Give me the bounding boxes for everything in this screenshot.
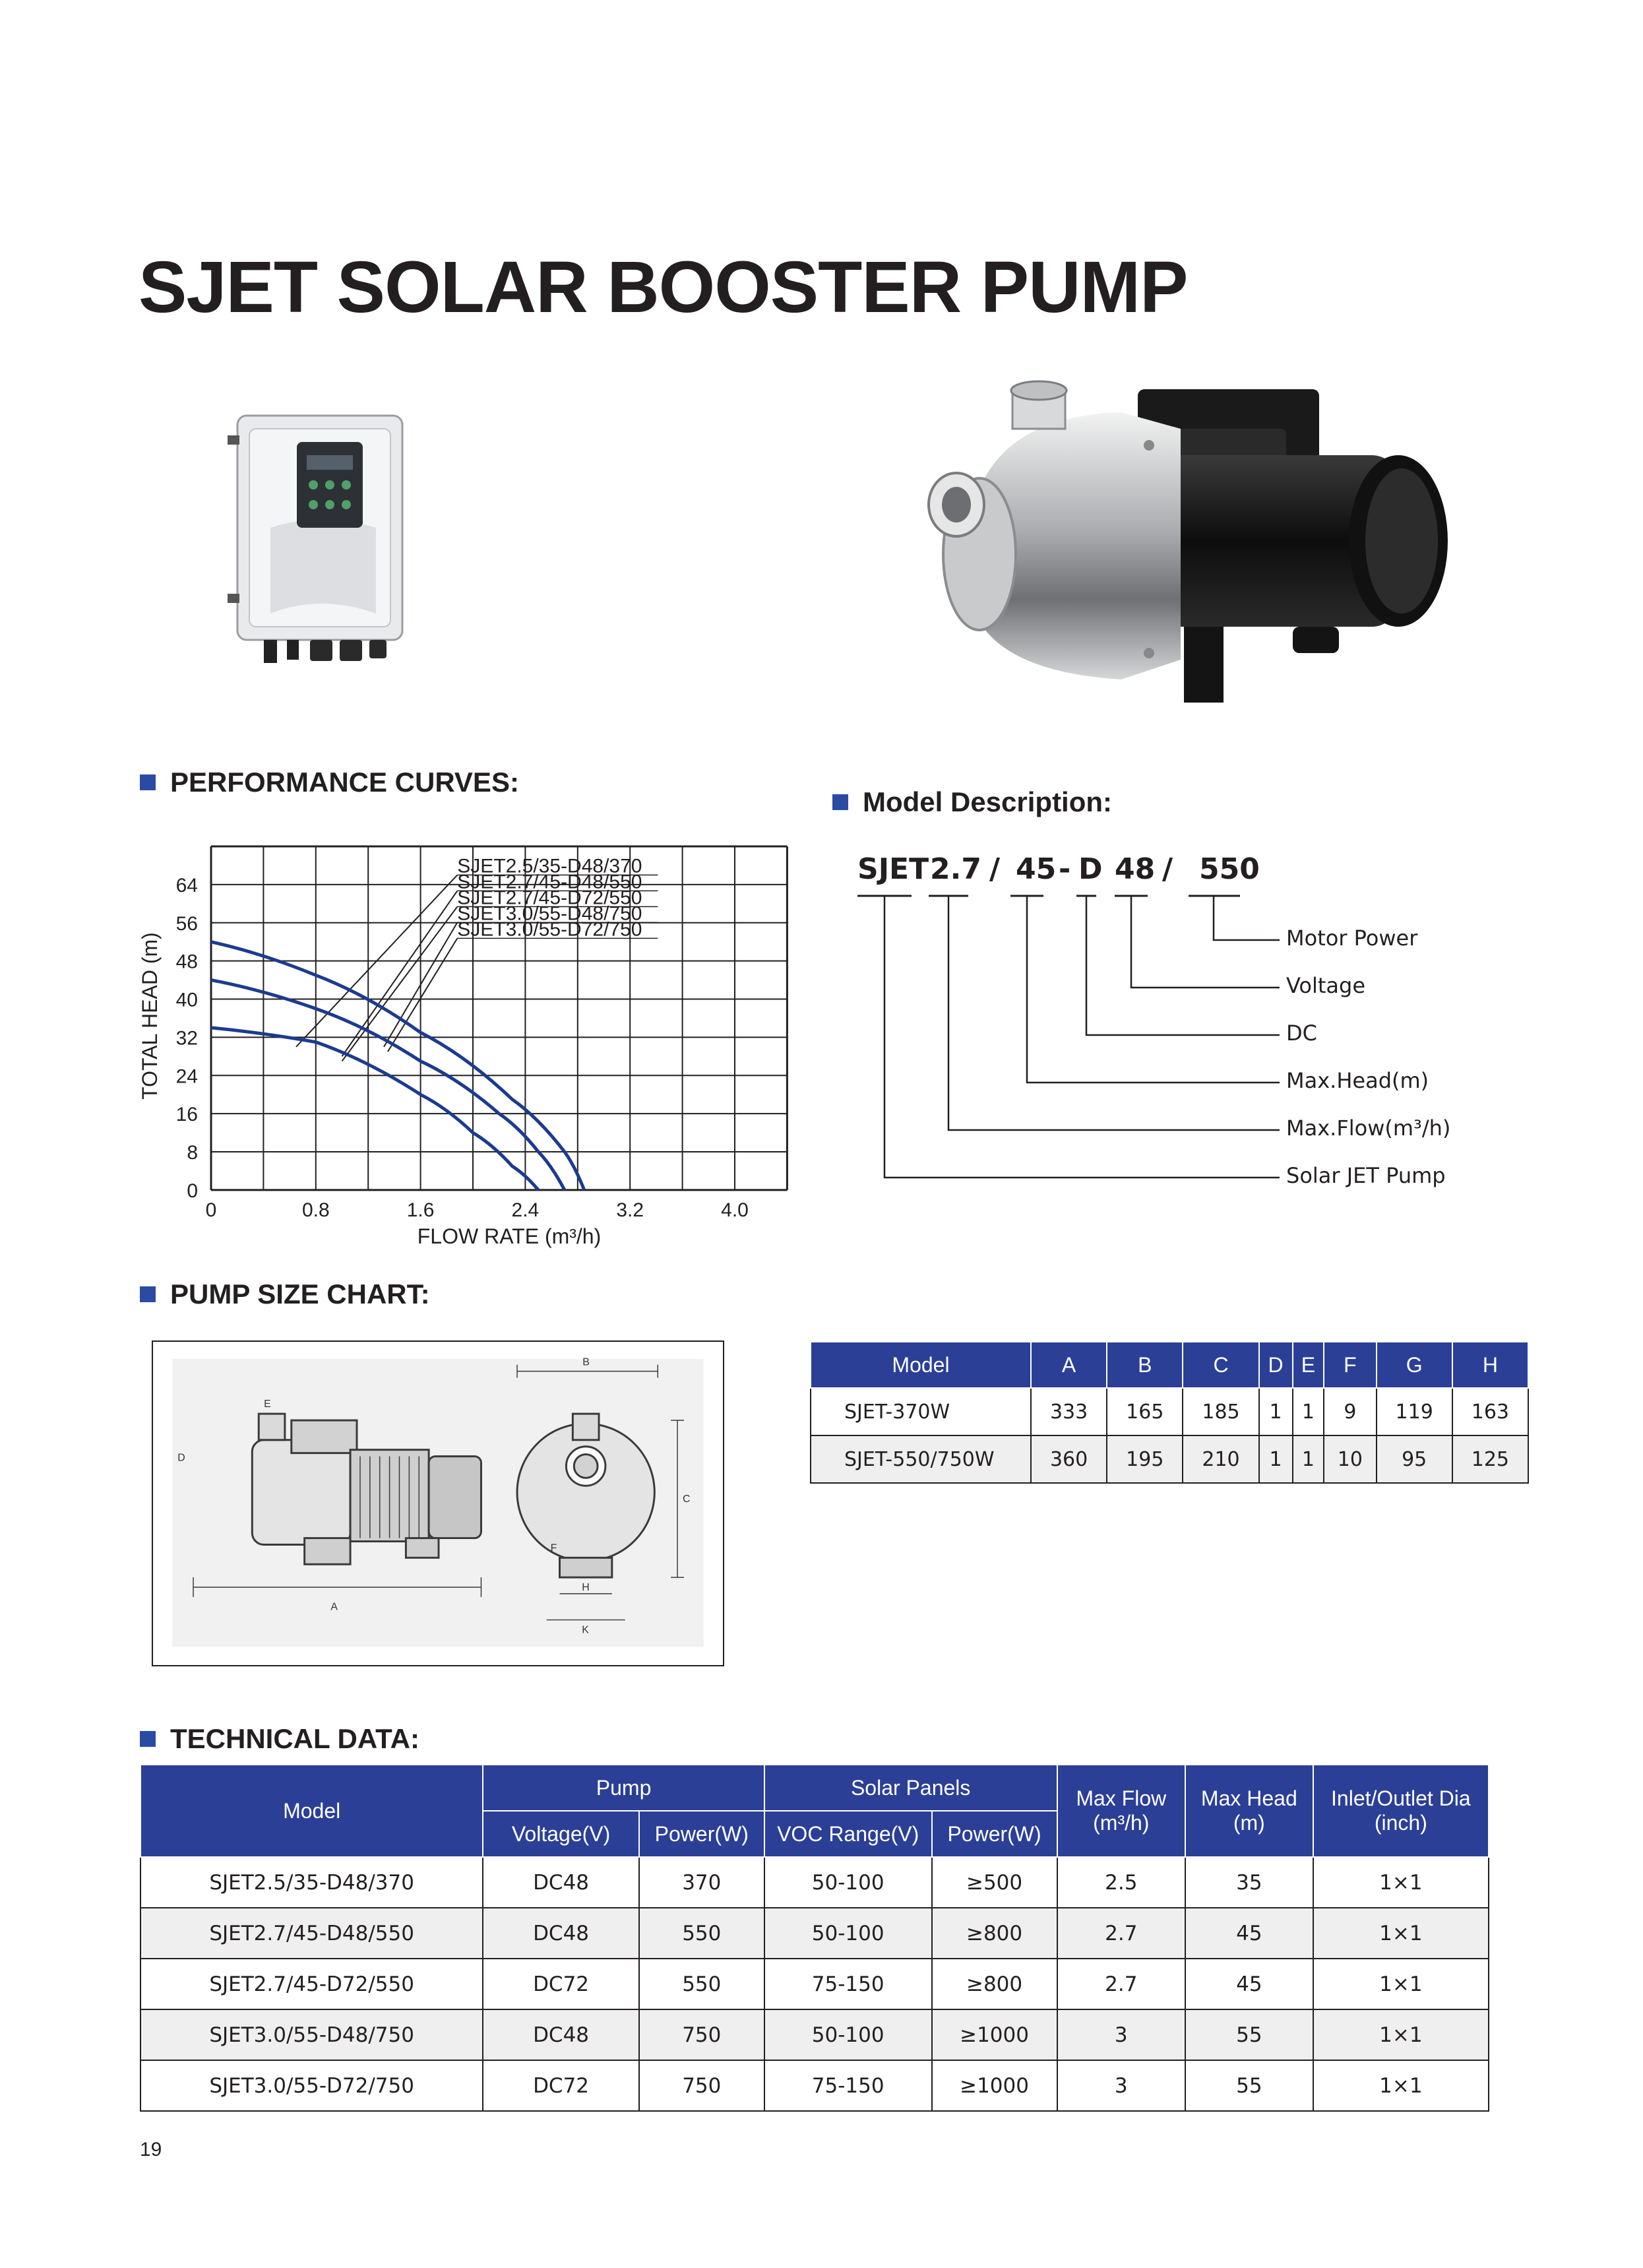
table-cell: DC48 [483,2009,638,2060]
model-code-diagram [838,838,1510,1207]
model-code [857,852,1260,886]
pump-header: Pump [483,1765,764,1811]
table-cell: 9 [1324,1388,1376,1435]
table-cell: 50-100 [764,1908,932,1959]
table-cell: 1 [1293,1388,1324,1435]
performance-curve [211,942,584,1190]
legend-leader-line [342,906,458,1061]
inlet-outlet-header [1313,1765,1489,1857]
table-row [140,1857,1489,1908]
table-cell: 75-150 [764,1959,932,2009]
table-cell: 550 [639,1908,764,1959]
y-axis-ticks [176,875,198,1202]
legend-entry: SJET2.5/35-D48/370 [457,855,642,877]
heading-bullet [832,794,848,810]
code-leader-line [884,896,1280,1178]
svg-text:K: K [582,1624,589,1636]
page-number: 19 [140,2139,162,2160]
model-code-part: / [989,852,1001,886]
table-cell: 125 [1452,1435,1528,1483]
table-cell: 1×1 [1313,1857,1489,1908]
y-tick-label: 56 [175,912,198,935]
table-cell: 185 [1183,1388,1258,1435]
table-row [140,2060,1489,2111]
table-cell: 210 [1183,1435,1258,1483]
legend-entry: SJET3.0/55-D72/750 [457,918,642,941]
table-cell: SJET2.5/35-D48/370 [140,1857,483,1908]
table-cell: ≥1000 [932,2009,1057,2060]
size-table-header [811,1342,1528,1388]
tech-table-header [140,1765,1489,1811]
y-axis-label: TOTAL HEAD (m) [138,932,162,1100]
table-cell: 370 [639,1857,764,1908]
table-cell: 2.7 [1057,1908,1185,1959]
code-label: Motor Power [1286,926,1418,951]
table-cell: SJET-550/750W [811,1435,1031,1483]
performance-curve [211,1028,538,1190]
technical-data-heading [140,1723,419,1755]
table-cell: 1×1 [1313,2060,1489,2111]
legend-entry: SJET3.0/55-D48/750 [457,902,642,925]
max-head-header [1185,1765,1313,1857]
table-cell: DC72 [483,1959,638,2009]
model-code-part: D [1078,852,1103,886]
code-label: Max.Flow(m³/h) [1286,1116,1451,1141]
tech-table-body [140,1857,1489,2111]
table-cell: 360 [1031,1435,1107,1483]
table-cell: 1×1 [1313,1908,1489,1959]
table-row [140,1908,1489,1959]
table-cell: SJET2.7/45-D48/550 [140,1908,483,1959]
x-axis-label: FLOW RATE (m³/h) [417,1224,602,1248]
y-tick-label: 24 [175,1065,198,1088]
y-tick-label: 32 [175,1027,198,1050]
voltage-header: Voltage(V) [483,1811,638,1857]
dimension-lines [153,1342,723,1665]
table-row [140,2009,1489,2060]
code-label: DC [1286,1021,1317,1046]
column-header: E [1293,1342,1324,1388]
table-cell: 333 [1031,1388,1107,1435]
column-header: B [1107,1342,1183,1388]
page-title: SJET SOLAR BOOSTER PUMP [139,247,1188,328]
table-cell: DC48 [483,1908,638,1959]
table-cell: 750 [639,2009,764,2060]
technical-data-table [140,1764,1489,2112]
svg-text:A: A [330,1601,338,1613]
pump-dimension-drawing [152,1340,724,1666]
chart-curves [211,942,584,1190]
svg-text:E: E [264,1399,271,1410]
table-cell: 45 [1185,1908,1313,1959]
table-cell: 45 [1185,1959,1313,2009]
table-cell: DC72 [483,2060,638,2111]
heading-bullet [140,1731,156,1747]
model-code-part: / [1162,852,1173,886]
column-header: Model [811,1342,1031,1388]
table-cell: 75-150 [764,2060,932,2111]
table-cell: 163 [1452,1388,1528,1435]
y-tick-label: 64 [175,874,198,897]
model-description-label: Model Description: [863,786,1113,817]
svg-text:F: F [550,1542,557,1554]
column-header: H [1452,1342,1528,1388]
code-label: Voltage [1286,973,1366,998]
model-code-part: SJET [857,852,929,886]
table-cell: 35 [1185,1857,1313,1908]
x-tick-label: 2.4 [511,1199,540,1221]
pump-power-header: Power(W) [639,1811,764,1857]
x-tick-label: 0 [205,1199,217,1221]
svg-text:D: D [177,1452,185,1464]
table-cell: DC48 [483,1857,638,1908]
legend-entry: SJET2.7/45-D48/550 [457,871,642,893]
model-description-heading [832,786,1112,818]
table-cell: SJET-370W [811,1388,1031,1435]
table-row [811,1435,1528,1483]
svg-text:B: B [582,1356,590,1368]
table-cell: 50-100 [764,2009,932,2060]
table-cell: 1×1 [1313,1959,1489,2009]
table-cell: 3 [1057,2060,1185,2111]
voc-range-header: VOC Range(V) [764,1811,932,1857]
x-tick-label: 0.8 [301,1199,330,1221]
column-header: D [1259,1342,1293,1388]
heading-bullet [140,1286,156,1302]
table-cell: 3 [1057,2009,1185,2060]
solar-panels-header: Solar Panels [764,1765,1057,1811]
code-leader-line [948,896,1280,1130]
table-cell: 550 [639,1959,764,2009]
column-header: A [1031,1342,1107,1388]
svg-text:H: H [582,1581,590,1593]
x-tick-label: 3.2 [616,1199,644,1221]
code-leader-line [1027,896,1280,1083]
x-tick-label: 4.0 [721,1199,749,1221]
model-code-part: - [1059,852,1071,886]
table-cell: 165 [1107,1388,1183,1435]
heading-bullet [140,774,156,790]
code-leader-line [1214,896,1280,940]
table-cell: 55 [1185,2009,1313,2060]
max-flow-unit: (m³/h) [1093,1811,1150,1835]
table-cell: 95 [1377,1435,1452,1483]
table-row [811,1388,1528,1435]
table-cell: 1 [1259,1388,1293,1435]
table-cell: ≥800 [932,1908,1057,1959]
max-flow-title: Max Flow [1076,1786,1167,1810]
legend-entry: SJET2.7/45-D72/550 [457,887,642,909]
table-cell: 55 [1185,2060,1313,2111]
y-tick-label: 48 [175,951,198,973]
performance-curves-label: PERFORMANCE CURVES: [170,767,519,798]
code-label: Solar JET Pump [1286,1163,1446,1188]
code-label: Max.Head(m) [1286,1068,1429,1093]
model-code-labels [1286,926,1450,1188]
table-cell: 195 [1107,1435,1183,1483]
model-code-part: 2.7 [930,852,981,886]
svg-text:C: C [682,1494,691,1505]
table-cell: 50-100 [764,1857,932,1908]
max-head-title: Max Head [1200,1786,1297,1810]
y-tick-label: 40 [175,989,198,1011]
performance-chart [132,818,805,1253]
chart-legend [296,855,658,1061]
pump-size-chart-label: PUMP SIZE CHART: [170,1278,430,1309]
x-tick-label: 1.6 [406,1199,435,1221]
model-code-leaders [857,896,1280,1178]
table-cell: 2.7 [1057,1959,1185,2009]
table-cell: 1 [1259,1435,1293,1483]
table-cell: ≥800 [932,1959,1057,2009]
table-cell: SJET3.0/55-D72/750 [140,2060,483,2111]
table-cell: 10 [1324,1435,1376,1483]
performance-curves-heading [140,767,519,798]
table-cell: 1 [1293,1435,1324,1483]
model-code-part: 45 [1016,852,1057,886]
max-flow-header [1057,1765,1185,1857]
pump-size-chart-heading [140,1278,430,1310]
table-cell: ≥1000 [932,2060,1057,2111]
model-header: Model [140,1765,483,1857]
pump-size-table [810,1341,1529,1484]
column-header: G [1377,1342,1452,1388]
solar-controller-photo [224,396,422,673]
y-tick-label: 0 [187,1180,198,1202]
table-row [140,1959,1489,2009]
y-tick-label: 16 [175,1104,198,1126]
table-cell: 2.5 [1057,1857,1185,1908]
table-cell: 1×1 [1313,2009,1489,2060]
code-leader-line [1131,896,1280,988]
x-axis-ticks [206,1199,749,1221]
table-cell: 750 [639,2060,764,2111]
column-header: F [1324,1342,1376,1388]
table-cell: ≥500 [932,1857,1057,1908]
model-code-part: 48 [1115,852,1156,886]
y-tick-label: 8 [187,1142,198,1164]
table-cell: SJET2.7/45-D72/550 [140,1959,483,2009]
inlet-outlet-unit: (inch) [1374,1811,1427,1835]
column-header: C [1183,1342,1258,1388]
max-head-unit: (m) [1233,1811,1265,1835]
technical-data-label: TECHNICAL DATA: [170,1723,419,1754]
model-code-part: 550 [1199,852,1260,886]
inlet-outlet-title: Inlet/Outlet Dia [1331,1786,1471,1810]
table-cell: 119 [1377,1388,1452,1435]
jet-pump-photo [904,376,1451,719]
code-leader-line [1086,896,1280,1035]
panel-power-header: Power(W) [932,1811,1057,1857]
table-cell: SJET3.0/55-D48/750 [140,2009,483,2060]
